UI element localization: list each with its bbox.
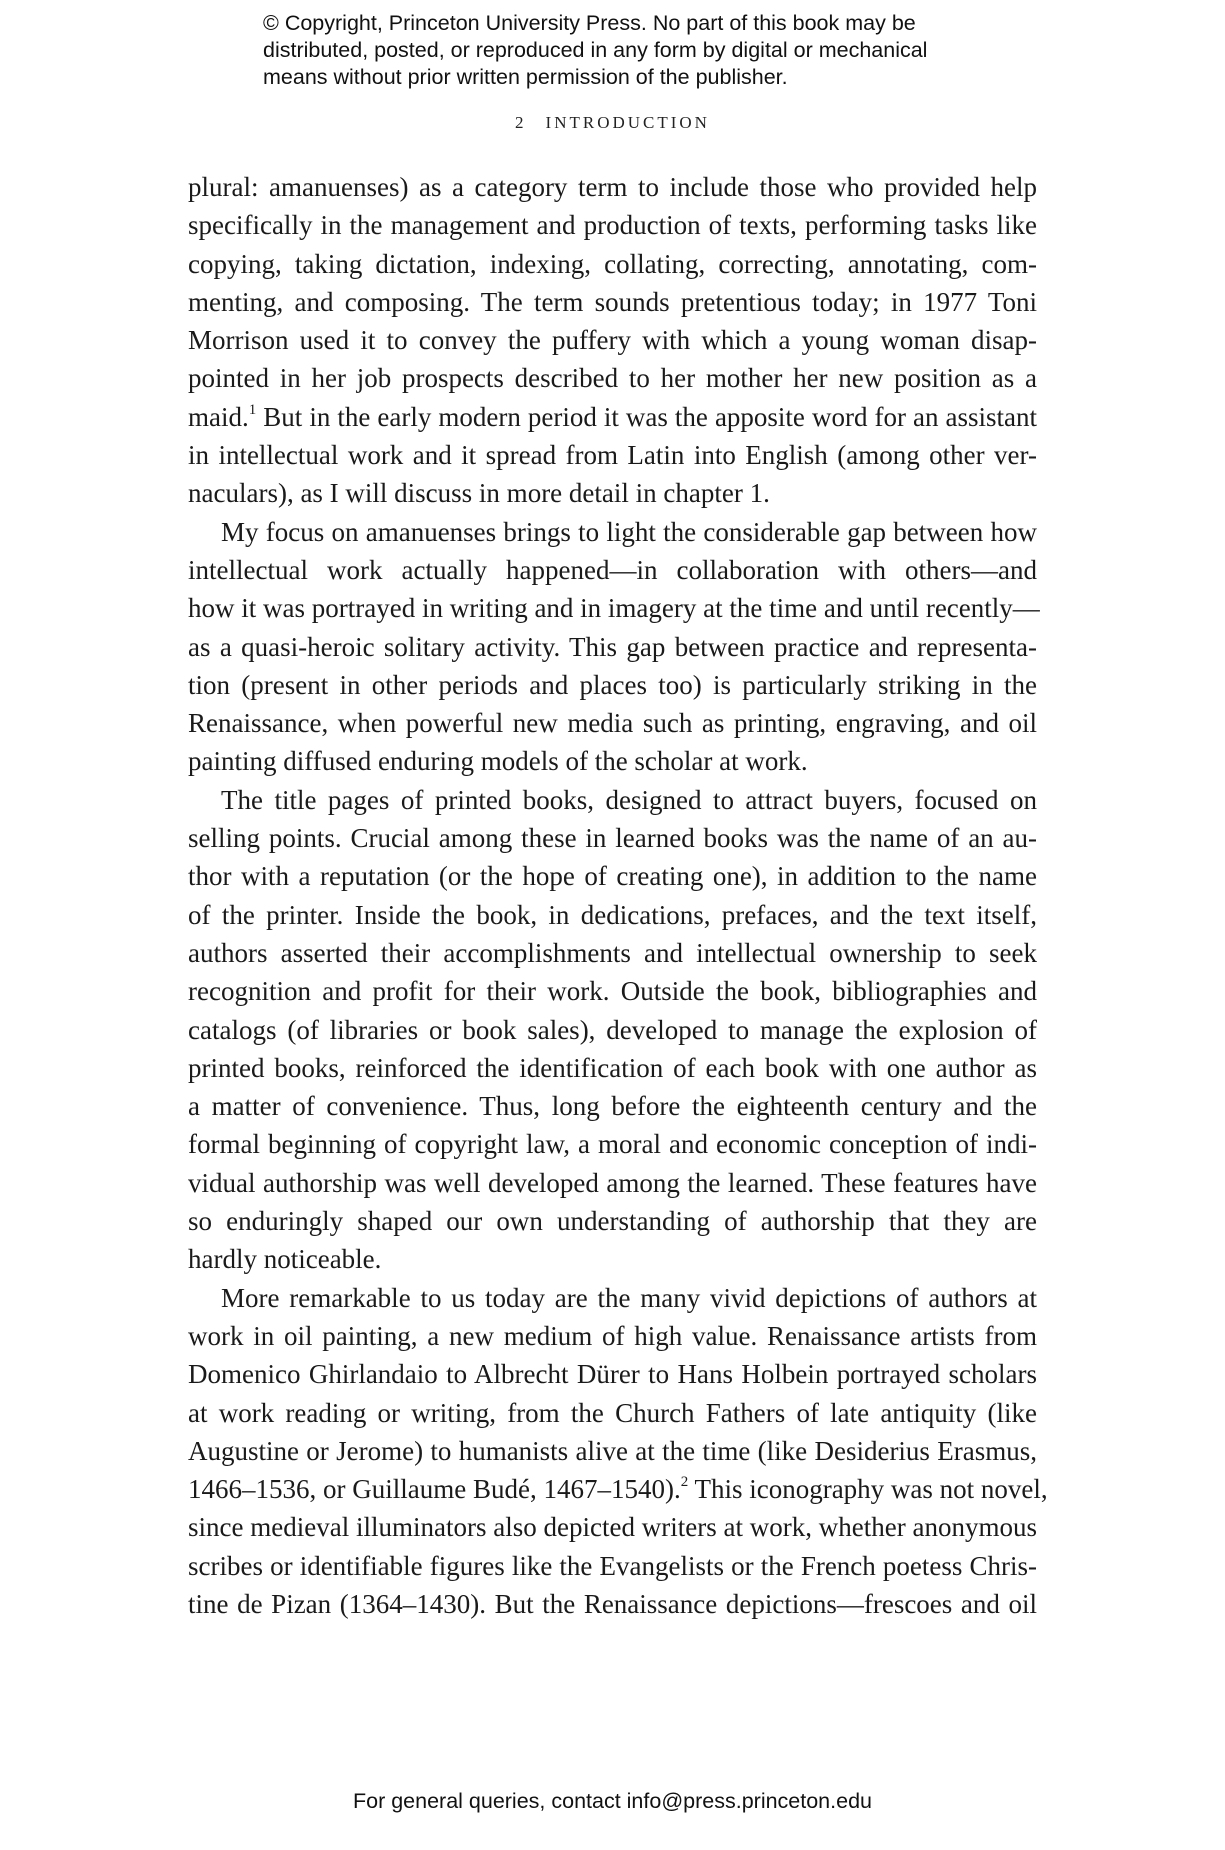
text-line: menting, and composing. The term sounds pretentious today; in 1977 Toni: [188, 286, 1037, 317]
text-line: as a quasi-heroic solitary activity. This gap between practice and representa-: [188, 631, 1037, 662]
text-line: catalogs (of libraries or book sales), developed to manage the explosion of: [188, 1014, 1037, 1045]
footer-contact: For general queries, contact info@press.princeton.edu: [352, 1789, 872, 1813]
text-line: thor with a reputation (or the hope of creating one), in addition to the name: [188, 861, 1037, 892]
paragraph-1: [188, 168, 1037, 513]
text-line: in intellectual work and it spread from Latin into English (among other ver-: [188, 440, 1037, 471]
footnote-marker: 1: [248, 401, 257, 418]
text-line: Domenico Ghirlandaio to Albrecht Dürer to Hans Holbein portrayed scholars: [188, 1359, 1037, 1390]
text-line: specifically in the management and production of texts, performing tasks like: [188, 210, 1037, 241]
text-line: [188, 398, 1037, 436]
text-fragment: But in the early modern period it was the apposite word for an assistant: [263, 401, 1037, 432]
text-line: printed books, reinforced the identification of each book with one author as: [188, 1052, 1037, 1083]
text-line: formal beginning of copyright law, a moral and economic conception of indi-: [188, 1129, 1037, 1160]
copyright-notice: [263, 10, 983, 91]
text-line: Augustine or Jerome) to humanists alive at the time (like Desiderius Erasmus,: [188, 1435, 1037, 1466]
copyright-line: distributed, posted, or reproduced in any form by digital or mechanical: [263, 38, 928, 62]
body-text: [188, 168, 1048, 1623]
text-line: work in oil painting, a new medium of high value. Renaissance artists from: [188, 1320, 1037, 1351]
text-line: tine de Pizan (1364–1430). But the Renaissance depictions—frescoes and oil: [188, 1588, 1037, 1619]
text-fragment: This iconography was not novel,: [694, 1474, 1048, 1505]
text-line: naculars), as I will discuss in more detail in chapter 1.: [188, 478, 770, 509]
text-line: authors asserted their accomplishments and intellectual ownership to seek: [188, 937, 1037, 968]
text-line: copying, taking dictation, indexing, collating, correcting, annotating, com-: [188, 248, 1037, 279]
text-line: vidual authorship was well developed among the learned. These features have: [188, 1167, 1037, 1198]
text-line: Renaissance, when powerful new media such as printing, engraving, and oil: [188, 708, 1037, 739]
text-line: My focus on amanuenses brings to light the considerable gap between how: [221, 516, 1037, 547]
text-line: recognition and profit for their work. Outside the book, bibliographies and: [188, 976, 1037, 1007]
footnote-marker: 2: [680, 1474, 689, 1491]
text-line: plural: amanuenses) as a category term to include those who provided help: [188, 172, 1037, 202]
text-line: pointed in her job prospects described to her mother her new position as a: [188, 363, 1037, 394]
text-line: since medieval illuminators also depicted writers at work, whether anonymous: [188, 1512, 1037, 1543]
paragraph-2: [188, 513, 1040, 781]
text-line: of the printer. Inside the book, in dedications, prefaces, and the text itself,: [188, 899, 1037, 930]
text-line: how it was portrayed in writing and in imagery at the time and until recently—: [188, 593, 1040, 624]
paragraph-4: [188, 1279, 1048, 1624]
paragraph-3: [188, 781, 1037, 1279]
text-line: Morrison used it to convey the puffery with which a young woman disap-: [188, 325, 1037, 356]
text-line: [188, 1470, 1048, 1508]
text-line: selling points. Crucial among these in learned books was the name of an au-: [188, 823, 1037, 854]
copyright-line: © Copyright, Princeton University Press. No part of this book may be: [263, 11, 916, 35]
text-line: so enduringly shaped our own understanding of authorship that they are: [188, 1206, 1037, 1237]
page-number: 2: [515, 113, 524, 132]
text-line: intellectual work actually happened—in collaboration with others—and: [188, 554, 1037, 585]
section-title: INTRODUCTION: [545, 113, 710, 132]
text-line: hardly noticeable.: [188, 1244, 382, 1275]
text-line: at work reading or writing, from the Church Fathers of late antiquity (like: [188, 1397, 1037, 1428]
text-line: The title pages of printed books, designed to attract buyers, focused on: [221, 784, 1037, 815]
text-fragment: 1466–1536, or Guillaume Budé, 1467–1540).: [188, 1474, 681, 1505]
text-line: painting diffused enduring models of the scholar at work.: [188, 746, 808, 777]
text-line: scribes or identifiable figures like the Evangelists or the French poetess Chris-: [188, 1550, 1037, 1581]
text-fragment: maid.: [188, 401, 249, 432]
running-head: [0, 113, 1225, 133]
copyright-line: means without prior written permission of the publisher.: [263, 65, 788, 89]
text-line: tion (present in other periods and places too) is particularly striking in the: [188, 669, 1037, 700]
text-line: More remarkable to us today are the many vivid depictions of authors at: [221, 1282, 1037, 1313]
text-line: a matter of convenience. Thus, long before the eighteenth century and the: [188, 1091, 1037, 1122]
